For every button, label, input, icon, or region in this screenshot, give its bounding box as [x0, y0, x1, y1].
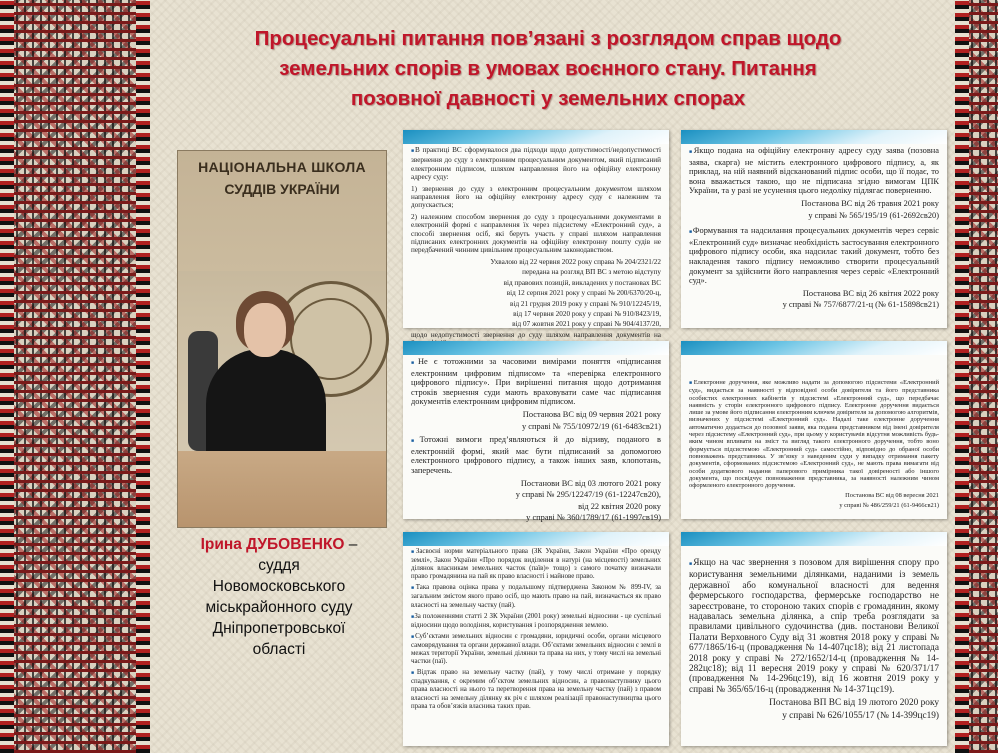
card2-ref-3: Постанова ВС від 26 квітня 2022 року	[802, 288, 939, 298]
embroidery-border-right	[955, 0, 998, 753]
card2-ref-1: Постанова ВС від 26 травня 2021 року	[801, 198, 939, 208]
card-header	[681, 532, 947, 546]
speaker-role-3: міськрайонного суду	[205, 599, 353, 616]
school-banner	[178, 151, 386, 271]
title-line-3: позовної давності у земельних спорах	[350, 87, 746, 110]
card2-para-2: ■ Формування та надсилання процесуальних документів через сервіс «Електронний суд» визначає необхідність застосування електронного цифрового підпису особи, яка надсилає такий документ, тобто без накладення такого підпису неможливо створити процесуальний документ за здійснити його направлення через сервіс «Електронний суд».	[689, 226, 939, 286]
card1-ref-5: від 21 грудня 2019 року у справі № 910/12245/19,	[510, 299, 661, 308]
card-header	[403, 130, 669, 144]
card1-para-4: щодо недопустимості звернення до суду шляхом направлення документів на	[411, 330, 661, 339]
card1-ref-7: від 07 жовтня 2021 року у справі № 904/4137/20,	[512, 320, 661, 329]
card1-para-2: 1) звернення до суду з електронним процесуальним документом шляхом направлення його на офіційну електронну адресу суду є належним та допускається;	[411, 184, 661, 210]
document-card-4	[681, 341, 947, 519]
card1-ref-2: передана на розгляд ВП ВС з метою відступу	[522, 268, 661, 277]
document-card-6	[681, 532, 947, 746]
document-card-1	[403, 130, 669, 339]
embroidery-border-left	[0, 0, 150, 753]
speaker-role-1: суддя	[258, 557, 300, 574]
card4-para-1: ■ Електронне доручення, яке можливо надати за допомогою підсистеми «Електронний суд», видається за наявності у відповідної особи довірителя та його представника особистих електронних кабінетів у підсистемі «Електронний суд», що передбачає наявність у сторін електронного цифрового підпису. Електронне доручення видається лише за умове його підписання електронним ключем довірителя за допомогою алгоритмів, визначених у підсистемі «Електронний суд». Надалі таке електронне доручення автоматично додається до позовної заяви, яка подана представником від імені довірителя через підсистему «Електронний суд», при цьому у користувачів відсутня можливість будь-яким чином впливати на зміст та вигляд такого електронного доручення, тобто воно формується підсистемою «Електронний суд» самостійно, відповідно до обраної особи повноважень представника. У зв’язку з наведеним суди у випадку отримання пакету документів, сформованих підсистемою «Електронний суд», не мають права вимагати від особи додаткового надання паперового примірника такої довіреності або іншого документа, що посвідчує повноваження представника, за наявності належним чином оформленого електронного доручення.	[689, 379, 939, 489]
card3-ref-1: Постанова ВС від 09 червня 2021 року	[522, 409, 661, 419]
speaker-face	[244, 303, 286, 357]
desk	[178, 451, 386, 527]
banner-line-1: НАЦІОНАЛЬНА ШКОЛА	[198, 159, 366, 175]
card2-para-1: ■ Якщо подана на офіційну електронну адресу суду заява (позовна заява, скарга) не містить електронного цифрового підпису, а, як приклад, на ній наявний відсканований підпис особи, що її подає, то вона вважається такою, що не підписана згідно вимогам ЦПК України, та у разі не усунення цього недоліку підлягає поверненню.	[689, 146, 939, 196]
document-card-3	[403, 341, 669, 523]
card3-ref-4: у справі № 295/12247/19 (61-12247св20),	[515, 490, 661, 500]
card1-para-3: 2) належним способом звернення до суду з процесуальними документами в електронній формі є направлення їх через підсистему «Електронний суд», а способі звернення осіб, які беруть участь у справі шляхом направлення підписаних електронних документів на офіційну електронну пошту судів не передбачений чинним цивільним процесуальним законодавством.	[411, 212, 661, 255]
card6-para-1: ■ Якщо на час звернення з позовом для вирішення спору про користування земельними ділянками, наданими із земель державної або комунальної власності для ведення фермерського господарства, фермерське господарство не зареєстроване, то стороною таких спорів є громадянин, якому надавалась земельна ділянка, а спір треба розглядати за правилами цивільного судочинства (див. постанови Великої Палати Верховного Суду від 31 жовтня 2018 року у справі № 677/1865/16-ц (провадження № 14-407цс18); від 21 листопада 2018 року у справі № 272/1652/14-ц (провадження № 14-282цс18); від 11 вересня 2019 року у справі № 620/371/17 (провадження № 14-296цс19), від 16 жовтня 2019 року у справі № 365/65/16-ц (провадження № 14-371цс19).	[689, 558, 939, 695]
card5-para-5: ■ Відтак право на земельну частку (пай), у тому числі отримане у порядку спадкування, є окремим об’єктом земельних відносин, а правонаступнику цього права власності на нього та перетворення права на земельну частку (пай) з правом власності на земельну ділянку як річ є шляхом реалізації правонаступництва цього права та обов’язків власника таких прав.	[411, 669, 661, 710]
card5-para-4: ■ Суб’єктами земельних відносин є громадяни, юридичні особи, органи місцевого самоврядування та органи державної влади. Об’єктами земельних відносин є землі в межах території України, земельні ділянки та права на них, у тому числі на земельні частки (паї).	[411, 633, 661, 666]
caption-dash: –	[344, 536, 358, 553]
card-header	[681, 341, 947, 355]
card3-para-2: ■ Тотожні вимоги пред’являються й до відзиву, поданого в електронній формі, який має бути підписаний за допомогою електронного цифрового підпису, а також інших заяв, клопотань, заперечень.	[411, 435, 661, 475]
card3-para-1: ■ Не є тотожними за часовими вимірами поняття «підписання електронним цифровим підписом» та «перевірка електронного цифрового підпису». При вирішенні питання щодо дотримання строків звернення суди мають враховувати саме час підписання документів електронним цифровим підписом.	[411, 357, 661, 407]
card2-ref-4: у справі № 757/6877/21-ц (№ 61-15898св21)	[782, 300, 939, 310]
card5-para-1: ■ Засвоєні норми матеріального права (ЗК України, Закон України «Про оренду землі», Закон України «Про порядок виділення в натурі (на місцевості) земельних ділянок власникам земельних часток (паїв)» тощо) з самого початку визначали право громадянина на пай як право власності і майнове право.	[411, 548, 661, 581]
card3-ref-5: від 22 квітня 2020 року	[578, 501, 661, 511]
card1-ref-1: Ухвалою від 22 червня 2022 року справа № 204/2321/22	[490, 257, 661, 266]
card1-ref-4: від 12 серпня 2021 року у справі № 200/6370/20-ц,	[506, 289, 661, 298]
document-card-5	[403, 532, 669, 746]
speaker-caption	[168, 534, 390, 660]
card5-para-2: ■ Така правова оцінка права у подальшому підтверджена Законом № 899-IV, за загальним змістом якого право осіб, що мають право на пай, визначається як право власності на земельну частку (пай).	[411, 584, 661, 609]
card5-para-3: ■ За положеннями статті 2 ЗК України (2001 року) земельні відносини - це суспільні відносини щодо володіння, користування і розпорядження землею.	[411, 613, 661, 630]
speaker-role-5: області	[252, 641, 306, 658]
card-header	[403, 341, 669, 355]
card4-ref-2: у справі № 486/259/21 (61-9466св21)	[839, 501, 939, 509]
card1-ref-6: від 17 червня 2020 року у справі № 910/8423/19,	[513, 309, 661, 318]
slide-title	[168, 24, 928, 114]
title-line-1: Процесуальні питання пов’язані з розглядом справ щодо	[254, 27, 842, 50]
banner-line-2: СУДДІВ УКРАЇНИ	[224, 181, 340, 197]
card1-ref-3: від правових позицій, викладених у постановах ВС	[503, 278, 661, 287]
card3-ref-6: у справі № 360/1789/17 (61-1997св19)	[526, 513, 661, 523]
card1-para-1: ■ В практиці ВС сформувалося два підходи щодо допустимості/недопустимості звернення до суду з електронним процесуальним документом, який підписаний електронним підписом, шляхом направлення його на офіційну електронну адресу суду:	[411, 146, 661, 182]
card-header	[681, 130, 947, 144]
card6-ref-1: Постанова ВП ВС від 19 лютого 2020 року	[769, 698, 939, 709]
card4-ref-1: Постанова ВС від 08 вересня 2021	[845, 492, 939, 500]
document-card-2	[681, 130, 947, 328]
speaker-role-2: Новомосковського	[212, 578, 346, 595]
title-line-2: земельних спорів в умовах воєнного стану. Питання	[279, 57, 817, 80]
card-header	[403, 532, 669, 546]
card3-ref-2: у справі № 755/10972/19 (61-6483св21)	[521, 421, 661, 431]
speaker-name: Ірина ДУБОВЕНКО	[200, 536, 345, 553]
speaker-photo	[177, 150, 387, 528]
speaker-role-4: Дніпропетровської	[212, 620, 346, 637]
card3-ref-3: Постанови ВС від 03 лютого 2021 року	[520, 478, 661, 488]
card6-ref-2: у справі № 626/1055/17 (№ 14-399цс19)	[782, 710, 939, 721]
card2-ref-2: у справі № 565/195/19 (61-2692св20)	[808, 210, 939, 220]
